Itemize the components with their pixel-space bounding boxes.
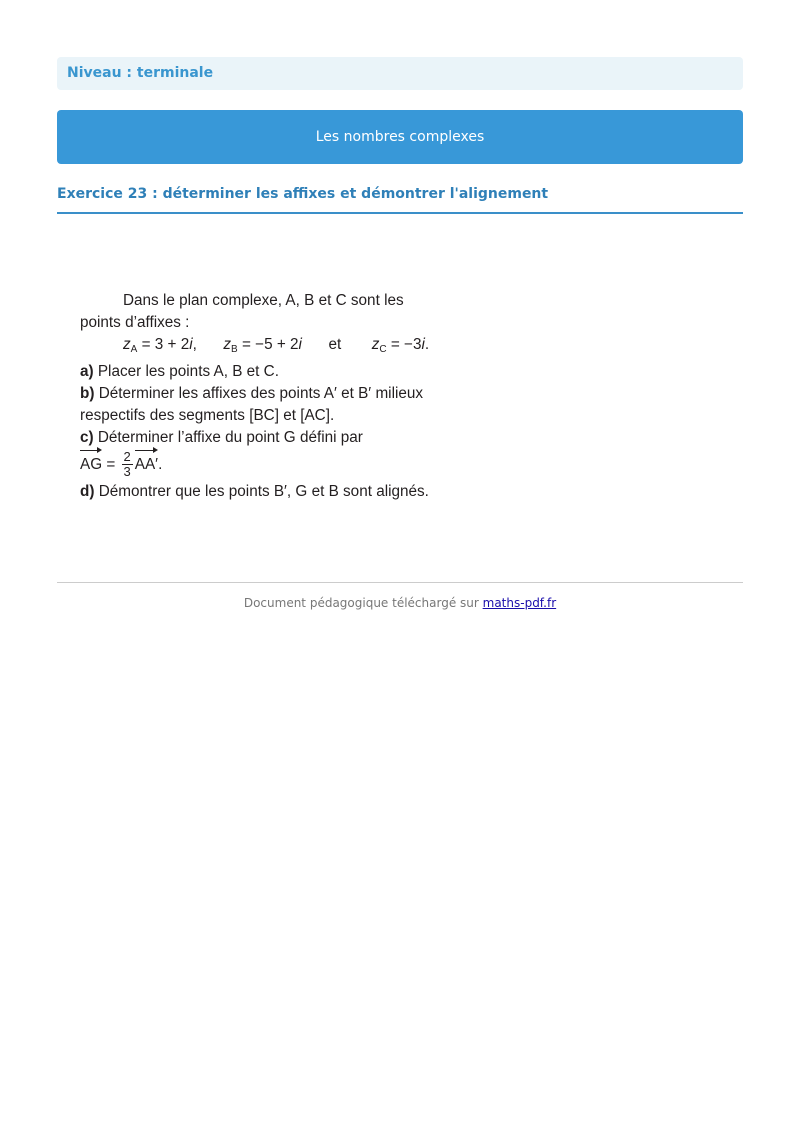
question-c-word: G	[283, 429, 296, 446]
intro-word: A,	[285, 292, 300, 309]
intro-word: complexe,	[212, 292, 283, 309]
question-c-word: du	[225, 429, 243, 446]
zb-value: = −5 + 2	[237, 336, 299, 353]
exercise-title: Exercice 23 : déterminer les affixes et démontrer l'alignement	[57, 186, 549, 202]
affixes-line	[80, 334, 440, 361]
et-word: et	[328, 336, 342, 353]
fraction-denominator: 3	[123, 464, 131, 480]
intro-line-2: points d’affixes :	[80, 314, 190, 331]
question-c-word: par	[340, 429, 363, 446]
footer-divider	[57, 582, 743, 583]
vector-aa-prime: AA′	[135, 449, 158, 481]
za-end: ,	[192, 336, 197, 353]
question-c-end: .	[158, 456, 163, 473]
question-a-text: Placer les points A, B et C.	[93, 363, 279, 380]
question-c-start	[80, 429, 174, 446]
intro-word: B	[304, 292, 315, 309]
question-c-word: défini	[299, 429, 337, 446]
fraction-numerator: 2	[123, 449, 131, 465]
question-b-line-2: respectifs des segments [BC] et [AC].	[80, 407, 335, 424]
zb-i: i	[298, 336, 302, 353]
chapter-title: Les nombres complexes	[315, 129, 485, 145]
question-b-word: affixes	[202, 385, 247, 402]
footer-text: Document pédagogique téléchargé sur	[243, 596, 483, 610]
footer-link[interactable]: maths-pdf.fr	[482, 596, 557, 610]
question-c-word: point	[246, 429, 280, 446]
za-sub: A	[130, 344, 138, 355]
level-bar	[57, 57, 743, 90]
intro-word: sont	[350, 292, 380, 309]
question-c-line-1	[80, 427, 440, 449]
question-b-word: A′	[323, 385, 337, 402]
question-b-word: des	[250, 385, 276, 402]
question-b-word: les	[178, 385, 199, 402]
intro-word: les	[384, 292, 404, 309]
question-b-word: milieux	[375, 385, 424, 402]
zc-letter: z	[371, 336, 380, 353]
heading-divider	[57, 212, 743, 214]
zc-end: .	[424, 336, 430, 353]
za-value: = 3 + 2	[137, 336, 190, 353]
intro-word: Dans	[123, 292, 159, 309]
equals-sign: =	[102, 456, 120, 473]
question-b-word: Déterminer	[98, 385, 175, 402]
zc-sub: C	[379, 344, 387, 355]
question-b-start	[80, 385, 174, 402]
intro-word: le	[162, 292, 175, 309]
question-b-word: et	[341, 385, 354, 402]
question-d	[80, 481, 440, 503]
question-b-word: B′	[358, 385, 372, 402]
question-d-text: Démontrer que les points B′, G et B sont alignés.	[94, 483, 429, 500]
level-label: Niveau : terminale	[67, 65, 214, 81]
za-letter: z	[123, 336, 131, 353]
exercise-statement	[80, 290, 440, 503]
intro-word: et	[318, 292, 332, 309]
intro-word: C	[335, 292, 347, 309]
fraction	[122, 450, 133, 479]
intro-word: plan	[179, 292, 209, 309]
question-a	[80, 361, 440, 383]
question-d-label: d)	[80, 483, 95, 500]
question-c-label: c)	[80, 429, 94, 446]
footer	[57, 596, 743, 610]
question-c-word: l’affixe	[177, 429, 221, 446]
question-c-word: Déterminer	[97, 429, 174, 446]
question-b-label: b)	[80, 385, 95, 402]
question-c-line-2	[80, 449, 440, 481]
zb-sub: B	[231, 344, 238, 355]
question-b-word: points	[279, 385, 321, 402]
intro-line-1	[80, 290, 440, 312]
question-a-label: a)	[80, 363, 94, 380]
zb-letter: z	[223, 336, 232, 353]
vector-ag: AG	[80, 449, 102, 481]
chapter-banner	[57, 110, 743, 164]
zc-i: i	[421, 336, 425, 353]
zc-value: = −3	[386, 336, 422, 353]
za-i: i	[189, 336, 193, 353]
question-b-line-1	[80, 383, 440, 405]
